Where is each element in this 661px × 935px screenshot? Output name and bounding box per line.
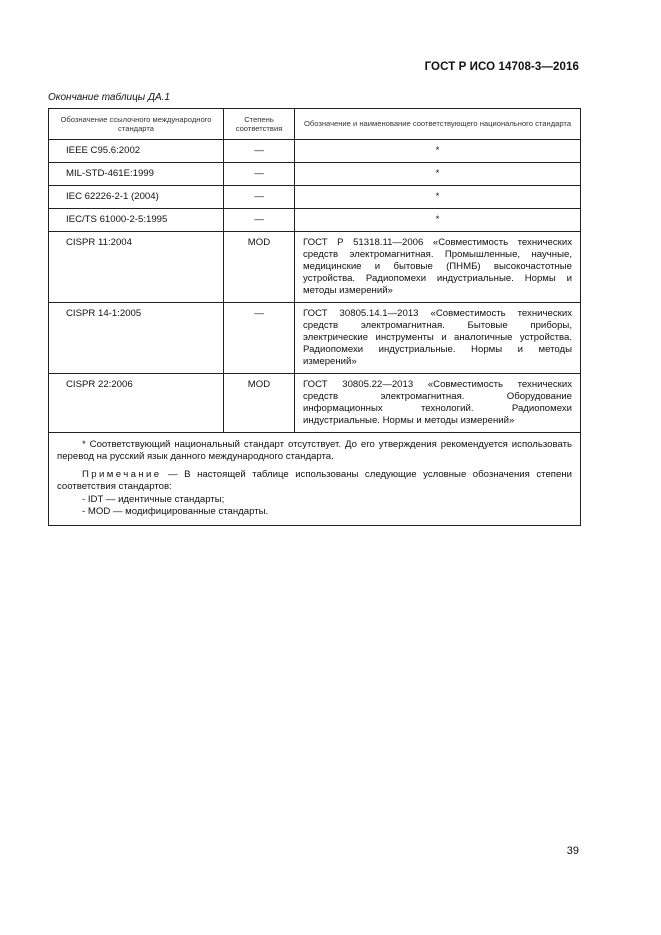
national-standard-cell: ГОСТ 30805.14.1—2013 «Совместимость технических средств электромагнитная. Бытовые приборы, электрические инструменты и аналогичные устройства. Радиопомехи индустриальные. Нормы и методы измерений»: [295, 302, 581, 373]
standard-cell: MIL-STD-461E:1999: [49, 163, 224, 186]
note-item: - IDT — идентичные стандарты;: [82, 493, 225, 505]
degree-cell: —: [224, 140, 295, 163]
standard-cell: IEC 62226-2-1 (2004): [49, 186, 224, 209]
degree-cell: —: [224, 186, 295, 209]
table-row: [49, 232, 581, 303]
standard-cell: IEEE C95.6:2002: [49, 140, 224, 163]
table-row: [49, 373, 581, 432]
note-item: - MOD — модифицированные стандарты.: [82, 506, 269, 518]
table-caption: Окончание таблицы ДА.1: [48, 92, 170, 103]
national-standard-cell: *: [295, 163, 581, 186]
column-header-international-standard: Обозначение ссылочного международного стандарта: [49, 109, 224, 140]
standards-table: [48, 108, 581, 526]
table-row: [49, 209, 581, 232]
degree-cell: MOD: [224, 373, 295, 432]
degree-cell: —: [224, 302, 295, 373]
note-text: — В настоящей таблице использованы следующие условные обозначения степени соответствия стандартов:: [57, 468, 572, 493]
table-footer-row: [49, 432, 581, 525]
table-row: [49, 140, 581, 163]
note-label: Примечание: [82, 468, 162, 480]
page-number: 39: [566, 845, 579, 857]
degree-cell: —: [224, 209, 295, 232]
table-header-row: [49, 109, 581, 140]
national-standard-cell: *: [295, 209, 581, 232]
document-header: ГОСТ Р ИСО 14708-3—2016: [424, 61, 579, 73]
standard-cell: CISPR 14-1:2005: [49, 302, 224, 373]
degree-cell: MOD: [224, 232, 295, 303]
national-standard-cell: *: [295, 186, 581, 209]
column-header-degree: Степень соответствия: [224, 109, 295, 140]
table-notes: [49, 432, 581, 525]
degree-cell: —: [224, 163, 295, 186]
footnote: * Соответствующий национальный стандарт отсутствует. До его утверждения рекомендуется использовать перевод на русский язык данного международного стандарта.: [57, 438, 572, 463]
standard-cell: IEC/TS 61000-2-5:1995: [49, 209, 224, 232]
standard-cell: CISPR 11:2004: [49, 232, 224, 303]
note-paragraph: [57, 469, 572, 494]
table-row: [49, 186, 581, 209]
standard-cell: CISPR 22:2006: [49, 373, 224, 432]
national-standard-cell: ГОСТ Р 51318.11—2006 «Совместимость технических средств электромагнитная. Промышленные, научные, медицинские и бытовые (ПНМБ) высокочастотные устройства. Радиопомехи индустриальные. Нормы и методы измерений»: [295, 232, 581, 303]
national-standard-cell: ГОСТ 30805.22—2013 «Совместимость технических средств электромагнитная. Оборудование информационных технологий. Радиопомехи индустриальные. Нормы и методы измерений»: [295, 373, 581, 432]
table-row: [49, 302, 581, 373]
table-row: [49, 163, 581, 186]
national-standard-cell: *: [295, 140, 581, 163]
column-header-national-standard: Обозначение и наименование соответствующего национального стандарта: [295, 109, 581, 140]
